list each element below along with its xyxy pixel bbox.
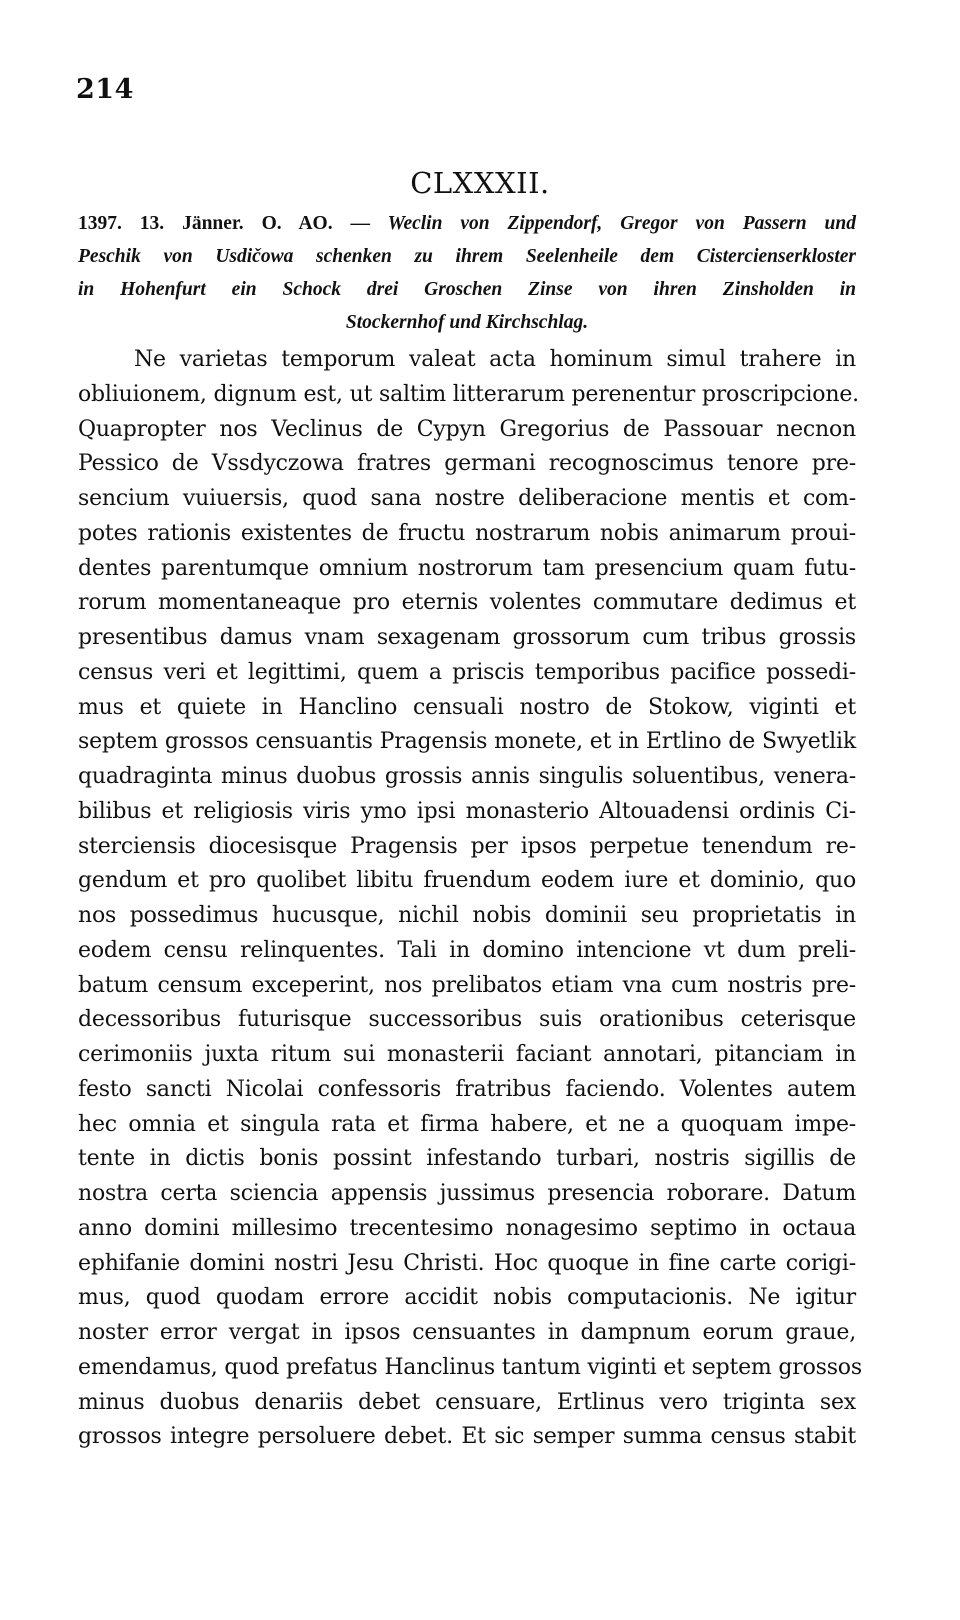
body-line: anno domini millesimo trecentesimo nonagesimo septimo in octaua (78, 1215, 856, 1241)
regest-line: Peschik von Usdičowa schenken zu ihrem Seelenheile dem Cistercienserkloster (78, 246, 856, 267)
body-line: mus et quiete in Hanclino censuali nostro de Stokow, viginti et (78, 694, 856, 720)
regest-line: Stockernhof und Kirchschlag. (345, 312, 589, 333)
body-line: septem grossos censuantis Pragensis monete, et in Ertlino de Swyetlik (78, 729, 856, 755)
body-line: emendamus, quod prefatus Hanclinus tantum viginti et septem grossos (78, 1354, 862, 1380)
body-line: nos possedimus hucusque, nichil nobis dominii seu proprietatis in (78, 903, 856, 928)
body-line: eodem censu relinquentes. Tali in domino intencione vt dum preli- (78, 937, 856, 963)
body-line: cerimoniis juxta ritum sui monasterii faciant annotari, pitanciam in (78, 1042, 856, 1067)
body-line: gendum et pro quolibet libitu fruendum eodem iure et dominio, quo (78, 868, 856, 894)
body-line: bilibus et religiosis viris ymo ipsi monasterio Altouadensi ordinis Ci- (78, 798, 856, 824)
body-line: Pessico de Vssdyczowa fratres germani recognoscimus tenore pre- (78, 451, 856, 477)
document-number-heading: CLXXXII. (410, 166, 550, 200)
regest-line-text: Weclin von Zippendorf, Gregor von Passern und (387, 213, 856, 234)
body-line: ephifanie domini nostri Jesu Christi. Hoc quoque in fine carte corigi- (78, 1250, 856, 1276)
body-line: quadraginta minus duobus grossis annis singulis soluentibus, venera- (78, 764, 856, 789)
body-line: hec omnia et singula rata et firma habere, et ne a quoquam impe- (78, 1111, 856, 1137)
charter-body-text (78, 343, 862, 1455)
body-line: potes rationis existentes de fructu nostrarum nobis animarum proui- (78, 520, 856, 546)
body-line: dentes parentumque omnium nostrorum tam presencium quam futu- (78, 555, 856, 581)
body-line: sencium vuiuersis, quod sana nostre deliberacione mentis et com- (78, 486, 856, 511)
body-line: rorum momentaneaque pro eternis volentes commutare dedimus et (78, 590, 856, 616)
body-line: noster error vergat in ipsos censuantes in dampnum eorum graue, (78, 1320, 856, 1345)
body-line: mus, quod quodam errore accidit nobis computacionis. Ne igitur (78, 1285, 856, 1311)
body-line: batum censum exceperint, nos prelibatos etiam vna cum nostris pre- (78, 972, 856, 998)
body-line: minus duobus denariis debet censuare, Ertlinus vero triginta sex (78, 1389, 856, 1415)
regest-line: in Hohenfurt ein Schock drei Groschen Zinse von ihren Zinsholden in (78, 279, 856, 300)
regest-summary (78, 207, 856, 339)
body-line: Quapropter nos Veclinus de Cypyn Gregorius de Passouar necnon (78, 416, 856, 442)
page-number: 214 (76, 74, 134, 105)
regest-line (78, 207, 856, 240)
body-line: festo sancti Nicolai confessoris fratribus faciendo. Volentes autem (78, 1076, 856, 1102)
body-line: sterciensis diocesisque Pragensis per ipsos perpetue tenendum re- (78, 833, 856, 859)
body-line: presentibus damus vnam sexagenam grossorum cum tribus grossis (78, 625, 856, 650)
body-line: tente in dictis bonis possint infestando turbari, nostris sigillis de (78, 1146, 856, 1172)
regest-date: 1397. 13. Jänner. O. AO. — (78, 213, 370, 234)
body-line: grossos integre persoluere debet. Et sic semper summa census stabit (78, 1424, 856, 1450)
body-line: nostra certa sciencia appensis jussimus presencia roborare. Datum (78, 1181, 856, 1206)
body-line: census veri et legittimi, quem a priscis temporibus pacifice possedi- (78, 659, 856, 685)
body-line: obliuionem, dignum est, ut saltim litterarum perenentur proscripcione. (78, 381, 859, 407)
body-line: decessoribus futurisque successoribus suis orationibus ceterisque (78, 1007, 856, 1033)
body-line: Ne varietas temporum valeat acta hominum simul trahere in (134, 347, 856, 372)
